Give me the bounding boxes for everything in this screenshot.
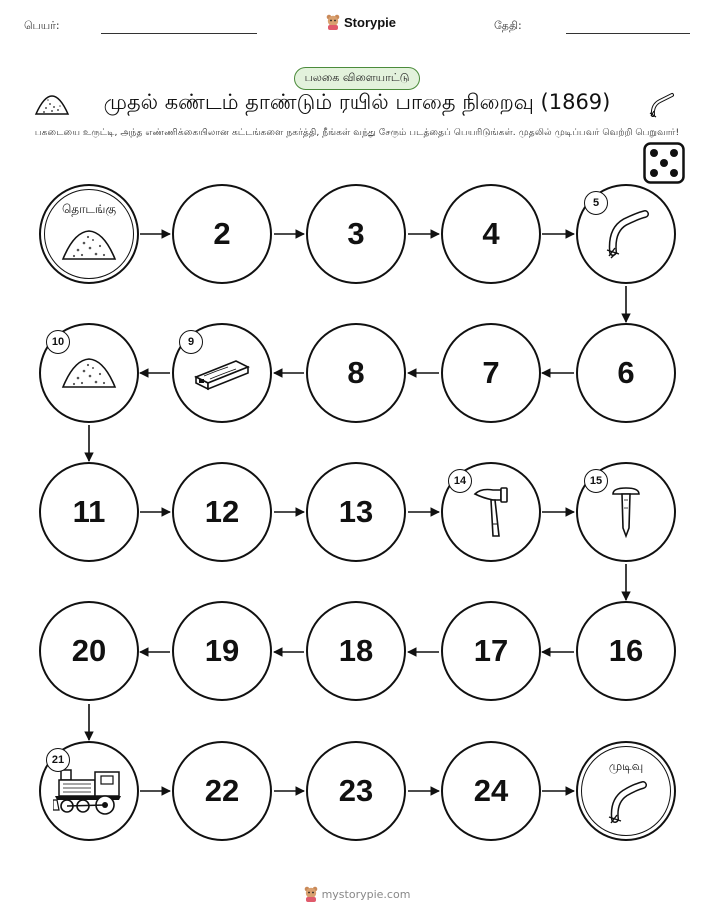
board-space-24[interactable] (441, 741, 541, 841)
railroad-spike-icon (610, 484, 642, 540)
space-badge-14: 14 (448, 469, 472, 493)
steam-locomotive-icon (53, 766, 125, 816)
board-space-12[interactable] (172, 462, 272, 562)
board-space-4[interactable] (441, 184, 541, 284)
page-title: முதல் கண்டம் தாண்டும் ரயில் பாதை நிறைவு (1869) (103, 90, 611, 114)
bear-mascot-icon (304, 886, 318, 902)
gravel-pile-icon (60, 228, 118, 262)
start-label: தொடங்கு (61, 202, 117, 216)
board-space-17[interactable] (441, 601, 541, 701)
board-space-23[interactable] (306, 741, 406, 841)
space-number: 3 (347, 216, 365, 251)
board-space-20[interactable] (39, 601, 139, 701)
footer-url[interactable]: mystorypie.com (321, 887, 411, 901)
space-badge-15: 15 (584, 469, 608, 493)
end-label: முடிவு (608, 759, 644, 773)
space-number: 17 (473, 633, 509, 668)
space-badge-10: 10 (46, 330, 70, 354)
space-badge-9: 9 (179, 330, 203, 354)
space-number: 6 (617, 355, 635, 390)
gravel-pile-icon (60, 356, 118, 390)
board-space-11[interactable] (39, 462, 139, 562)
railroad-spike-curved-icon (603, 779, 649, 827)
space-number: 18 (338, 633, 374, 668)
space-badge-5: 5 (584, 191, 608, 215)
instructions-text: பகடையை உருட்டி, அந்த எண்ணிக்கையிலான கட்டங்களை நகர்த்தி, நீங்கள் வந்து சேரும் படத்தைப் பெயரிடுங்கள். முதலில் முடிப்பவர் வெற்றி பெறுவார்! (34, 127, 680, 138)
board-space-19[interactable] (172, 601, 272, 701)
board-space-22[interactable] (172, 741, 272, 841)
date-label: தேதி: (494, 19, 522, 32)
space-number: 8 (347, 355, 365, 390)
brand-name: Storypie (344, 14, 397, 30)
space-number: 7 (482, 355, 500, 390)
board-space-end[interactable] (576, 741, 676, 841)
footer (304, 886, 411, 902)
board-space-2[interactable] (172, 184, 272, 284)
railroad-spike-curved-icon (601, 206, 651, 262)
board-space-18[interactable] (306, 601, 406, 701)
space-number: 13 (338, 494, 374, 529)
space-number: 20 (71, 633, 107, 668)
board-space-16[interactable] (576, 601, 676, 701)
board-space-3[interactable] (306, 184, 406, 284)
space-number: 4 (482, 216, 500, 251)
wooden-rail-tie-icon (192, 355, 252, 391)
hammer-icon (471, 484, 511, 540)
space-number: 16 (608, 633, 644, 668)
board-space-7[interactable] (441, 323, 541, 423)
space-number: 11 (72, 494, 106, 529)
space-number: 2 (213, 216, 231, 251)
space-number: 22 (204, 773, 240, 808)
board-space-8[interactable] (306, 323, 406, 423)
name-label: பெயர்: (24, 19, 60, 32)
board-space-13[interactable] (306, 462, 406, 562)
space-number: 24 (473, 773, 509, 808)
space-number: 23 (338, 773, 374, 808)
space-number: 19 (204, 633, 240, 668)
category-tag: பலகை விளையாட்டு (294, 67, 421, 90)
space-badge-21: 21 (46, 748, 70, 772)
board-space-start[interactable] (39, 184, 139, 284)
space-number: 12 (204, 494, 240, 529)
board-space-6[interactable] (576, 323, 676, 423)
